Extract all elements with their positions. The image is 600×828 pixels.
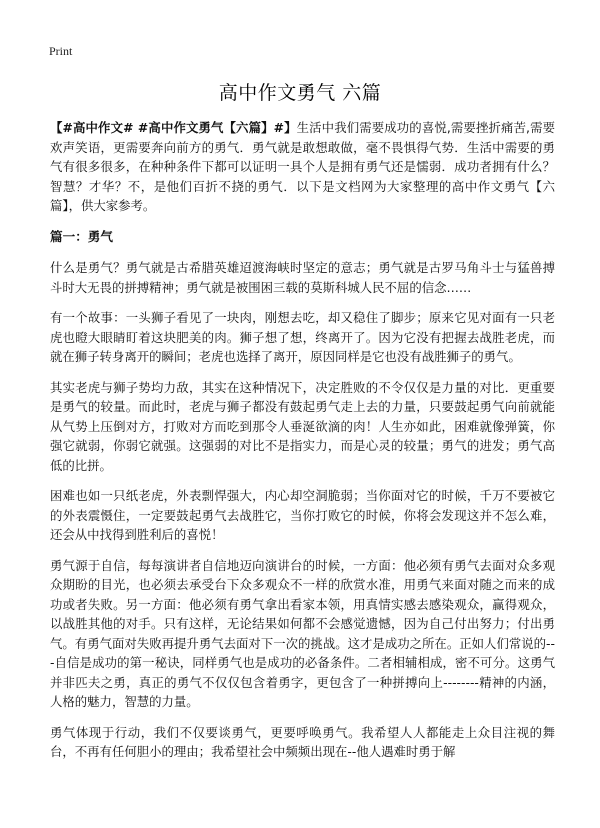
body-paragraph: 有一个故事：一头狮子看见了一块肉，刚想去吃，却又稳住了脚步；原来它见对面有一只老虎也瞪大眼睛盯着这块肥美的肉。狮子想了想，终离开了。因为它没有把握去战胜老虎，而就在狮子转身离开的瞬间；老虎也选择了离开，原因同样是它也没有战胜狮子的勇气。 [50,310,555,364]
intro-paragraph [50,118,555,216]
document-title: 高中作文勇气 六篇 [218,82,382,104]
section-heading: 篇一：勇气 [50,228,113,244]
body-paragraph: 勇气体现于行动，我们不仅要谈勇气，更要呼唤勇气。我希望人人都能走上众目注视的舞台，不再有任何胆小的理由；我希望社会中频频出现在--他人遇难时勇于解 [50,724,555,759]
body-paragraph: 什么是勇气？勇气就是古希腊英雄迢渡海峡时坚定的意志；勇气就是古罗马角斗士与猛兽搏斗时大无畏的拼搏精神；勇气就是被围困三载的莫斯科城人民不屈的信念…… [50,260,555,295]
document-body [50,118,555,773]
intro-tag: 【#高中作文# #高中作文勇气【六篇】#】 [50,120,297,135]
intro-text: 生活中我们需要成功的喜悦,需要挫折痛苦,需要欢声笑语，更需要奔向前方的勇气．勇气就是敢想敢做，毫不畏惧得气势．生活中需要的勇气有很多很多，在种种条件下都可以证明一具个人是拥有勇气还是懦弱．成功者拥有什么？智慧？才华？不，是他们百折不挠的勇气．以下是文档网为大家整理的高中作文勇气【六篇】，供大家参考。 [50,120,555,213]
body-paragraph: 勇气源于自信，每每演讲者自信地迈向演讲台的时候，一方面：他必须有勇气去面对众多观众期盼的目光，也必须去承受台下众多观众不一样的欣赏水准，用勇气来面对随之而来的成功或者失败。另一方面：他必须有勇气拿出看家本领，用真情实感去感染观众，赢得观众，以战胜其他的对手。只有这样，无论结果如何都不会感觉遗憾，因为自己付出努力；付出勇气。有勇气面对失败再提升勇气去面对下一次的挑战。这才是成功之所在。正如人们常说的---自信是成功的第一秘诀，同样勇气也是成功的必备条件。二者相辅相成，密不可分。这勇气并非匹夫之勇，真正的勇气不仅仅包含着勇字，更包含了一种拼搏向上--------精神的内涵，人格的魅力，智慧的力量。 [50,557,555,709]
body-paragraph: 困难也如一只纸老虎，外表剽悍强大，内心却空洞脆弱；当你面对它的时候，千万不要被它的外表震慑住，一定要鼓起勇气去战胜它，当你打败它的时候，你将会发现这并不怎么难，还会从中找得到胜利后的喜悦！ [50,488,555,542]
body-paragraph: 其实老虎与狮子势均力敌，其实在这种情况下，决定胜败的不令仅仅是力量的对比．更重要是勇气的较量。而此时，老虎与狮子都没有鼓起勇气走上去的力量，只要鼓起勇气向前就能从气势上压倒对方，打败对方而吃到那令人垂涎欲滴的肉！人生亦如此，困难就像弹簧，你强它就弱，你弱它就强。这强弱的对比不是指实力，而是心灵的较量；勇气的进发；勇气高低的比拼。 [50,379,555,473]
print-label: Print [49,44,73,58]
